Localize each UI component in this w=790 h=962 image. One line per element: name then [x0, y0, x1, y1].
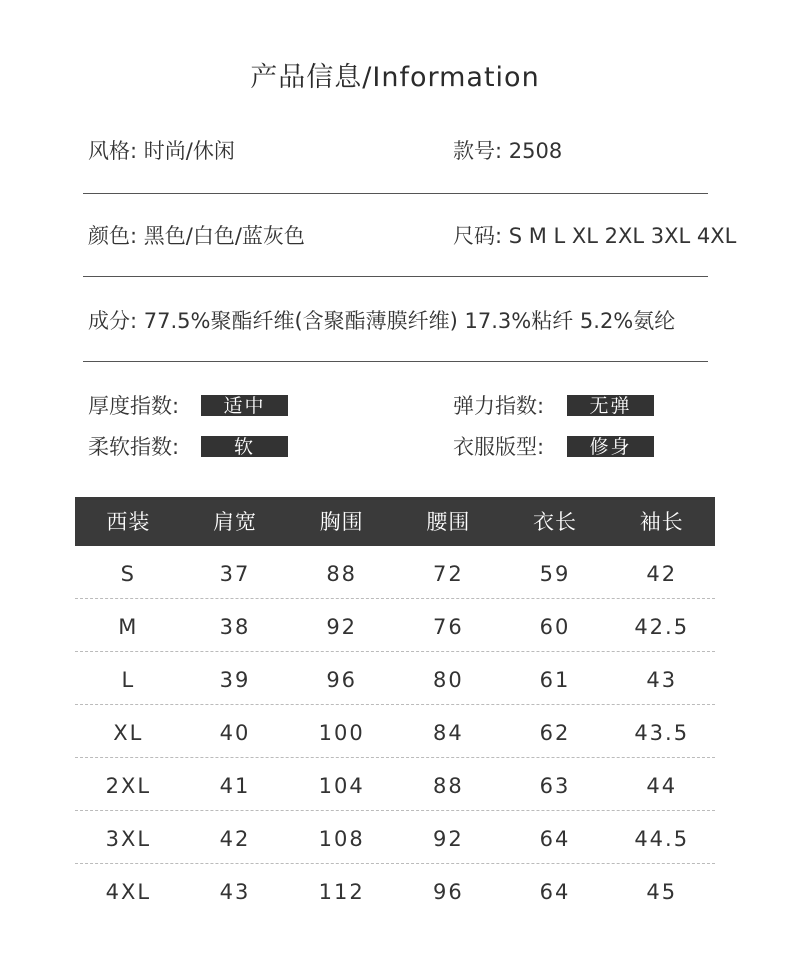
table-cell: 84: [432, 721, 464, 745]
index-row-2: [88, 431, 708, 461]
table-row: [75, 758, 715, 811]
table-cell: 112: [318, 880, 365, 904]
table-cell: 43.5: [634, 721, 690, 745]
table-cell: 88: [432, 774, 464, 798]
elasticity-label: 弹力指数:: [453, 394, 545, 418]
table-cell: 40: [219, 721, 251, 745]
table-cell: 64: [539, 827, 571, 851]
table-cell: 42: [219, 827, 251, 851]
table-cell: 61: [539, 668, 571, 692]
table-cell: 88: [326, 562, 358, 586]
table-cell: 39: [219, 668, 251, 692]
table-row: [75, 864, 715, 916]
header-cell: 西装: [106, 510, 151, 534]
table-row: [75, 652, 715, 705]
table-cell: 37: [219, 562, 251, 586]
divider: [83, 361, 708, 362]
table-cell: 38: [219, 615, 251, 639]
divider: [83, 193, 708, 194]
table-cell: 92: [326, 615, 358, 639]
table-cell: 43: [646, 668, 678, 692]
header-cell: 衣长: [533, 510, 578, 534]
fit-badge: 修身: [567, 436, 654, 457]
table-row: [75, 599, 715, 652]
table-cell: 44.5: [634, 827, 690, 851]
header-cell: 胸围: [319, 510, 364, 534]
table-cell: 43: [219, 880, 251, 904]
page-title: 产品信息/Information: [250, 62, 540, 93]
table-cell: 59: [539, 562, 571, 586]
table-cell: 64: [539, 880, 571, 904]
table-cell: 42.5: [634, 615, 690, 639]
fit-label: 衣服版型:: [453, 435, 545, 459]
table-cell: 44: [646, 774, 678, 798]
table-cell: 104: [318, 774, 365, 798]
table-cell: 96: [326, 668, 358, 692]
softness-label: 柔软指数:: [88, 435, 180, 459]
table-cell: 45: [646, 880, 678, 904]
header-cell: 肩宽: [213, 510, 257, 534]
table-row: [75, 811, 715, 864]
table-cell: 108: [318, 827, 365, 851]
table-cell: 2XL: [105, 774, 152, 798]
size-table: [75, 497, 715, 916]
table-cell: 63: [539, 774, 571, 798]
table-cell: 60: [539, 615, 571, 639]
table-row: [75, 705, 715, 758]
table-cell: M: [118, 615, 139, 639]
table-cell: 80: [432, 668, 464, 692]
model-text: 款号: 2508: [453, 139, 563, 163]
table-cell: 4XL: [105, 880, 152, 904]
material-text: 成分: 77.5%聚酯纤维(含聚酯薄膜纤维) 17.3%粘纤 5.2%氨纶: [88, 309, 676, 333]
table-row: [75, 546, 715, 599]
table-cell: 42: [646, 562, 678, 586]
thickness-badge: 适中: [201, 395, 288, 416]
divider: [83, 276, 708, 277]
table-header: [75, 497, 715, 546]
header-cell: 腰围: [426, 510, 471, 534]
softness-badge: 软: [201, 436, 288, 457]
info-row-color-size: [88, 220, 737, 260]
table-cell: XL: [113, 721, 144, 745]
table-cell: 96: [432, 880, 464, 904]
table-cell: L: [121, 668, 136, 692]
style-text: 风格: 时尚/休闲: [88, 139, 235, 163]
table-cell: 92: [432, 827, 464, 851]
info-row-material: [88, 305, 708, 345]
thickness-label: 厚度指数:: [88, 394, 180, 418]
index-row-1: [88, 390, 708, 420]
size-text: 尺码: S M L XL 2XL 3XL 4XL: [453, 224, 737, 248]
info-row-style-model: [88, 135, 708, 175]
table-cell: 100: [318, 721, 365, 745]
table-cell: 3XL: [105, 827, 152, 851]
table-cell: 72: [432, 562, 464, 586]
header-cell: 袖长: [639, 510, 684, 534]
color-text: 颜色: 黑色/白色/蓝灰色: [88, 224, 305, 248]
elasticity-badge: 无弹: [567, 395, 654, 416]
table-cell: 76: [432, 615, 464, 639]
table-cell: 41: [219, 774, 251, 798]
table-cell: 62: [539, 721, 571, 745]
table-cell: S: [120, 562, 136, 586]
